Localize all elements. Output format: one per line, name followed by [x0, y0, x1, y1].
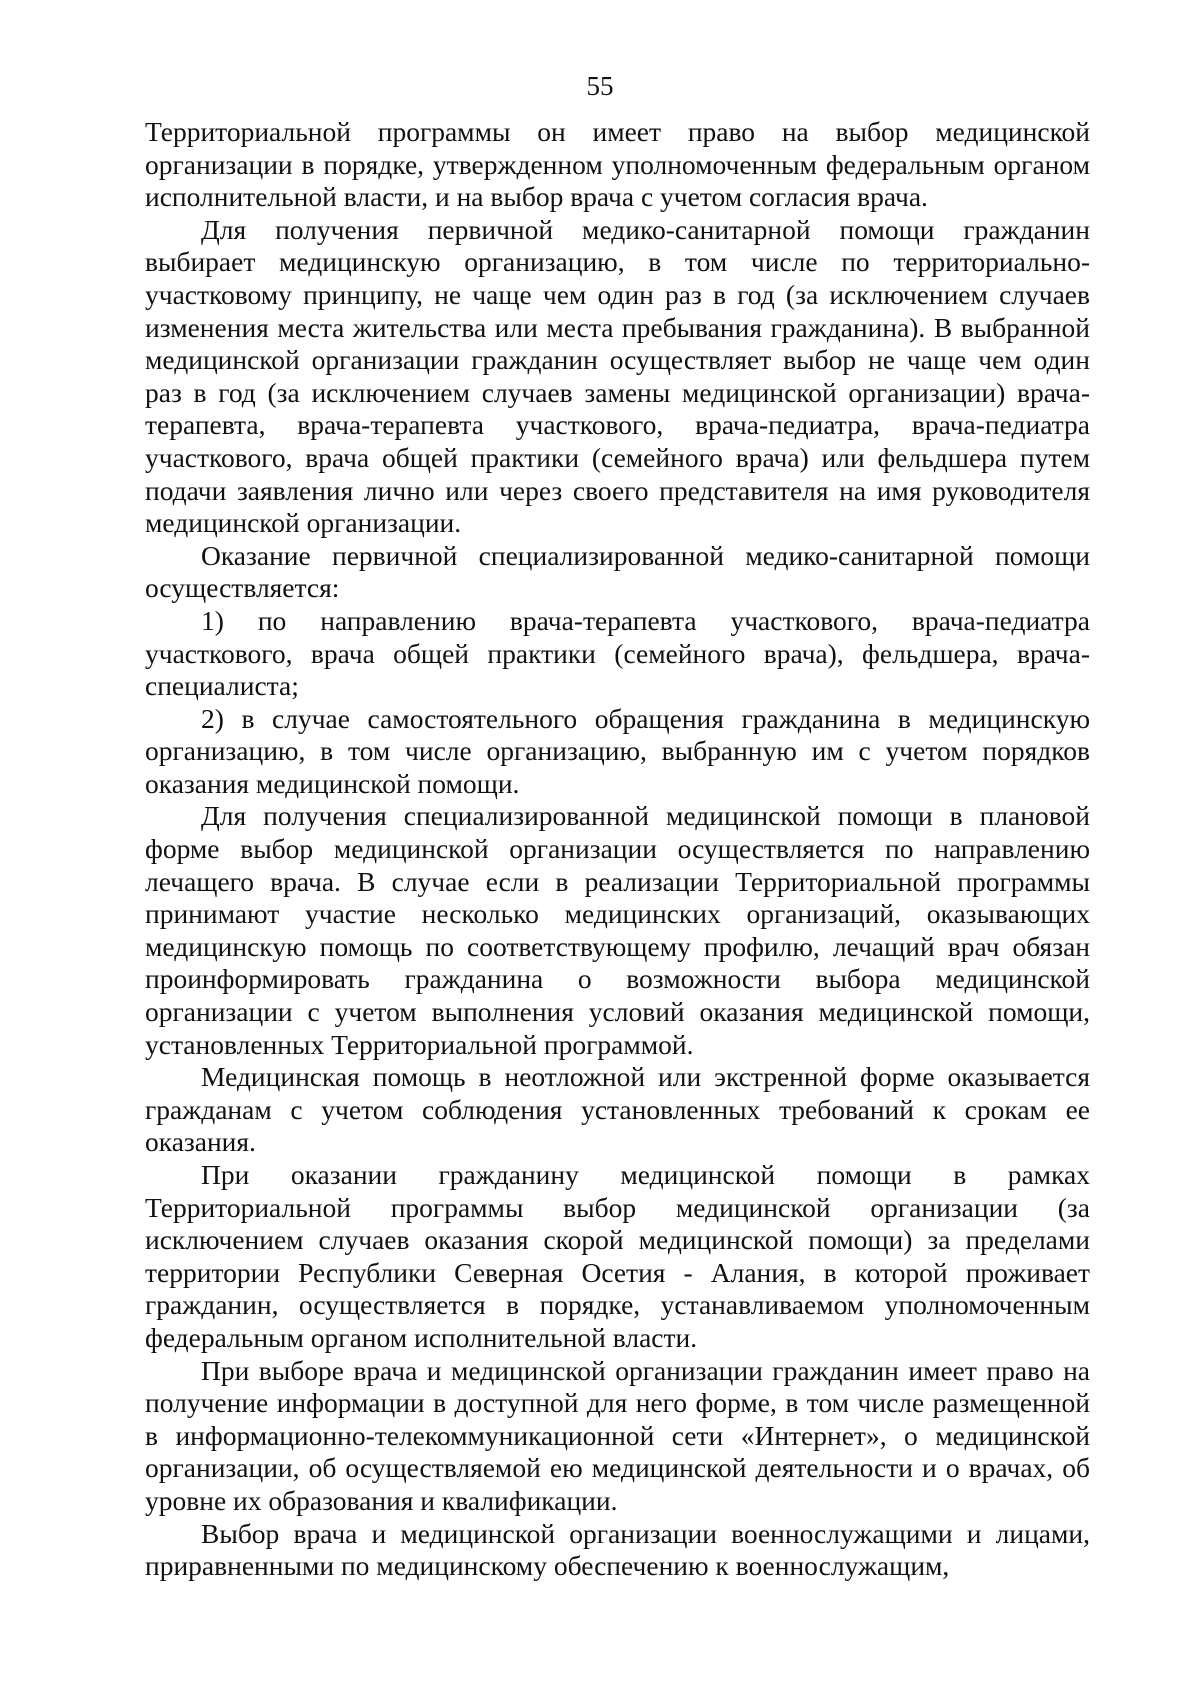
paragraph-military: Выбор врача и медицинской организации военнослужащими и лицами, приравненными по медицинскому обеспечению к военнослужащим,	[145, 1517, 1090, 1582]
paragraph-outside-territory: При оказании гражданину медицинской помощи в рамках Территориальной программы выбор медицинской организации (за исключением случаев оказания скорой медицинской помощи) за пределами территории Республики Северная Осетия - Алания, в которой проживает гражданин, осуществляется в порядке, устанавливаемом уполномоченным федеральным органом исполнительной власти.	[145, 1159, 1090, 1353]
paragraph-emergency-care: Медицинская помощь в неотложной или экстренной форме оказывается гражданам с учетом соблюдения установленных требований к срокам ее оказания.	[145, 1061, 1090, 1158]
document-body	[145, 116, 1090, 1583]
page-number: 55	[586, 71, 614, 101]
paragraph-specialized-care-intro: Оказание первичной специализированной медико-санитарной помощи осуществляется:	[145, 539, 1090, 604]
paragraph-information-right: При выборе врача и медицинской организации гражданин имеет право на получение информации в доступной для него форме, в том числе размещенной в информационно-телекоммуникационной сети «Интернет», о медицинской организации, об осуществляемой ею медицинской деятельности и о врачах, об уровне их образования и квалификации.	[145, 1354, 1090, 1516]
paragraph-primary-care-choice: Для получения первичной медико-санитарной помощи гражданин выбирает медицинскую организацию, в том числе по территориально-участковому принципу, не чаще чем один раз в год (за исключением случаев изменения места жительства или места пребывания гражданина). В выбранной медицинской организации гражданин осуществляет выбор не чаще чем один раз в год (за исключением случаев замены медицинской организации) врача-терапевта, врача-терапевта участкового, врача-педиатра, врача-педиатра участкового, врача общей практики (семейного врача) или фельдшера путем подачи заявления лично или через своего представителя на имя руководителя медицинской организации.	[145, 213, 1090, 539]
paragraph-planned-care: Для получения специализированной медицинской помощи в плановой форме выбор медицинской организации осуществляется по направлению лечащего врача. В случае если в реализации Территориальной программы принимают участие несколько медицинских организаций, оказывающих медицинскую помощь по соответствующему профилю, лечащий врач обязан проинформировать гражданина о возможности выбора медицинской организации с учетом выполнения условий оказания медицинской помощи, установленных Территориальной программой.	[145, 800, 1090, 1060]
paragraph-continuation: Территориальной программы он имеет право на выбор медицинской организации в порядке, утвержденном уполномоченным федеральным органом исполнительной власти, и на выбор врача с учетом согласия врача.	[145, 116, 1090, 213]
list-item-2: 2) в случае самостоятельного обращения гражданина в медицинскую организацию, в том числе организацию, выбранную им с учетом порядков оказания медицинской помощи.	[145, 702, 1090, 799]
list-item-1: 1) по направлению врача-терапевта участкового, врача-педиатра участкового, врача общей практики (семейного врача), фельдшера, врача-специалиста;	[145, 604, 1090, 702]
